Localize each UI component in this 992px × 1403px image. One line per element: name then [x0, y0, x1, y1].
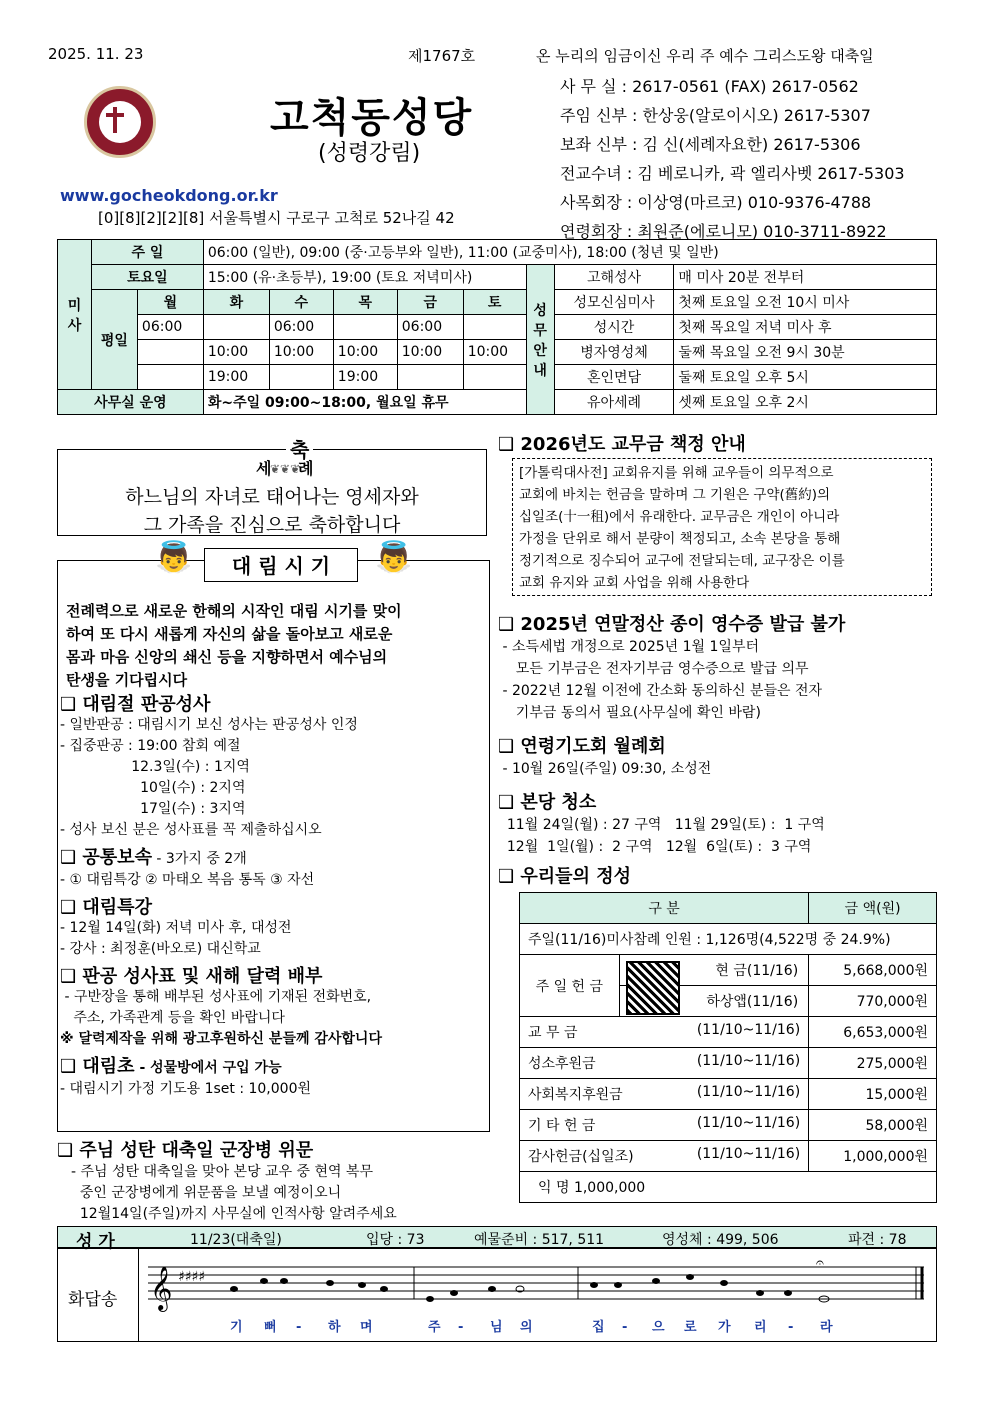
lyric-syllable: - [622, 1320, 628, 1335]
offering-name: 현 금(11/16) [619, 955, 808, 986]
tithe-definition-box [512, 458, 932, 596]
lyric-syllable: - [458, 1320, 464, 1335]
contact-office: 사 무 실 : 2617-0561 (FAX) 2617-0562 [560, 77, 859, 96]
tax-section [498, 610, 845, 724]
offering-amount: 275,000원 [809, 1048, 937, 1079]
section-title: ❑ 연령기도회 월례회 [498, 736, 666, 757]
offering-amount: 15,000원 [809, 1079, 937, 1110]
hymn-entrance: 입당 : 73 [366, 1232, 425, 1248]
hymn-row [57, 1226, 937, 1252]
advent-sections [60, 694, 382, 1100]
offering-amount: 770,000원 [809, 986, 937, 1017]
psalm-box [57, 1248, 937, 1342]
key-signature-icon: ♯♯♯♯ [178, 1269, 206, 1285]
anonymous-row: 익 명 1,000,000 [520, 1172, 937, 1203]
section-line: - 강사 : 최정훈(바오로) 대신학교 [60, 941, 261, 957]
fermata-icon: 𝄐 [816, 1255, 824, 1271]
intro-line: 하여 또 다시 새롭게 자신의 삶을 돌아보고 새로운 [66, 625, 393, 643]
intro-line: 전례력으로 새로운 한해의 시작인 대림 시기를 맞이 [66, 602, 402, 620]
day-fri: 금 [397, 290, 463, 315]
advent-title: 대 림 시 기 [204, 548, 358, 582]
guide-value: 매 미사 20분 전부터 [674, 265, 937, 290]
guide-value: 둘째 토요일 오후 5시 [674, 365, 937, 390]
weekday-cell: 19:00 [203, 365, 269, 390]
parish-name: 고척동성당 [270, 95, 474, 141]
section-line: - 대림시기 가정 기도용 1set : 10,000원 [60, 1081, 311, 1097]
section-title: ❑ 2025년 연말정산 종이 영수증 발급 불가 [498, 614, 846, 635]
lyric-syllable: 기 [230, 1320, 243, 1335]
guide-name: 고해성사 [554, 265, 674, 290]
offering-name: 하상앱(11/16) [619, 986, 808, 1017]
contact-list [560, 74, 940, 248]
psalm-staff [144, 1255, 932, 1339]
lyric-syllable: 뻐 [264, 1320, 277, 1335]
parish-seal-logo [84, 86, 156, 158]
celebrate-char: 축 [286, 434, 313, 463]
lyric-syllable: - [788, 1320, 794, 1335]
tithe-title: ❑ 2026년도 교무금 책정 안내 [498, 434, 746, 455]
laurel-icon: ❦❦❦ [270, 462, 301, 476]
baptism-line-1: 하느님의 자녀로 태어나는 영세자와 [125, 486, 419, 508]
intro-line: 탄생을 기다립시다 [66, 671, 188, 689]
weekday-cell [203, 315, 269, 340]
section-line: - ① 대림특강 ② 마태오 복음 통독 ③ 자선 [60, 872, 315, 888]
issue-date: 2025. 11. 23 [48, 45, 144, 63]
guide-value: 첫째 목요일 저녁 미사 후 [674, 315, 937, 340]
section-body: - 10월 26일(주일) 09:30, 소성전 [498, 761, 712, 777]
tithe-line: 교회에 바치는 헌금을 말하며 그 기원은 구약(舊約)의 [519, 487, 831, 503]
weekday-cell [137, 340, 203, 365]
weekday-cell: 10:00 [333, 340, 397, 365]
guide-name: 병자영성체 [554, 340, 674, 365]
section-body: - 구반장을 통해 배부된 성사표에 기재된 전화번호, 주소, 가족관계 등을 확인 바랍니다 ※ 달력제작을 위해 광고후원하신 분들께 감사합니다 [60, 989, 382, 1047]
weekday-cell [333, 315, 397, 340]
advent-intro [66, 600, 402, 692]
section-title: ❑ 공통보속 - 3가지 중 2개 [60, 847, 247, 868]
sunday-times: 06:00 (일반), 09:00 (중·고등부와 일반), 11:00 (교중미사), 18:00 (청년 및 일반) [203, 240, 936, 265]
guide-name: 성시간 [554, 315, 674, 340]
soldiers-section [57, 1136, 397, 1225]
guide-value: 셋째 토요일 오후 2시 [674, 390, 937, 415]
lyric-syllable: 으 [652, 1320, 665, 1335]
weekday-cell: 10:00 [463, 340, 526, 365]
guide-side-label: 성무안내 [526, 265, 554, 415]
weekday-cell: 10:00 [203, 340, 269, 365]
psalm-lyrics [230, 1319, 833, 1335]
day-tue: 화 [203, 290, 269, 315]
contact-sisters: 전교수녀 : 김 베로니카, 곽 엘리사벳 2617-5303 [560, 164, 905, 183]
lyric-syllable: 라 [820, 1320, 833, 1335]
lyric-syllable: 집 [592, 1320, 605, 1335]
lyric-syllable: 의 [520, 1320, 533, 1335]
section-line: - 12월 14일(화) 저녁 미사 후, 대성전 [60, 920, 292, 936]
office-hours: 화~주일 09:00~18:00, 월요일 휴무 [203, 390, 526, 415]
address: [0][8][2][2][8] 서울특별시 구로구 고척로 52나길 42 [98, 209, 455, 227]
hymn-offertory: 예물준비 : 517, 511 [474, 1232, 605, 1248]
section-title: ❑ 판공 성사표 및 새해 달력 배부 [60, 966, 323, 987]
day-mon: 월 [137, 290, 203, 315]
offering-amount: 58,000원 [809, 1110, 937, 1141]
mass-schedule-table [57, 239, 937, 415]
guide-name: 유아세례 [554, 390, 674, 415]
tithe-line: 교회 유지와 교회 사업을 위해 사용한다 [519, 575, 750, 591]
offering-name: 사회복지후원금 (11/10~11/16) [520, 1079, 809, 1110]
section-title: ❑ 대림특강 [60, 897, 152, 918]
tithe-line: 십일조(十一租)에서 유래한다. 교무금은 개인이 아니라 [519, 509, 840, 525]
weekday-cell [397, 365, 463, 390]
feast-title: 온 누리의 임금이신 우리 주 예수 그리스도왕 대축일 [536, 47, 874, 65]
sunday-offering-label: 주 일 헌 금 [520, 955, 620, 1017]
section-title: ❑ 대림초 - 성물방에서 구입 가능 [60, 1056, 282, 1077]
hymn-label: 성 가 [76, 1232, 115, 1252]
hymn-sending: 파견 : 78 [848, 1232, 907, 1248]
mass-side-label: 미사 [58, 240, 92, 390]
section-body: 11월 24일(월) : 27 구역 11월 29일(토) : 1 구역 12월 1일(월) : 2 구역 12월 6일(토) : 3 구역 [498, 817, 825, 855]
day-wed: 수 [269, 290, 333, 315]
weekday-cell: 06:00 [397, 315, 463, 340]
qr-code-icon [626, 961, 680, 1015]
lyric-syllable: 며 [360, 1320, 373, 1335]
weekday-label: 평일 [91, 290, 137, 390]
baptism-char-1: 세 [256, 459, 272, 478]
lyric-syllable: 하 [328, 1320, 341, 1335]
contact-council: 사목회장 : 이상영(마르코) 010-9376-4788 [560, 193, 872, 212]
section-title: ❑ 주님 성탄 대축일 군장병 위문 [57, 1140, 314, 1161]
sunday-label: 주 일 [91, 240, 203, 265]
weekday-cell: 19:00 [333, 365, 397, 390]
issue-number: 제1767호 [408, 47, 476, 65]
lyric-syllable: 주 [428, 1320, 441, 1335]
offering-name: 감사헌금(십일조) (11/10~11/16) [520, 1141, 809, 1172]
lyric-syllable: 로 [684, 1320, 697, 1335]
weekday-cell [463, 365, 526, 390]
website-link[interactable]: www.gocheokdong.or.kr [60, 186, 278, 205]
offering-amount: 1,000,000원 [809, 1141, 937, 1172]
weekday-cell [137, 365, 203, 390]
lyric-syllable: - [296, 1320, 302, 1335]
saturday-times: 15:00 (유·초등부), 19:00 (토요 저녁미사) [203, 265, 526, 290]
guide-value: 둘째 목요일 오전 9시 30분 [674, 340, 937, 365]
saturday-label: 토요일 [91, 265, 203, 290]
header-strip [48, 45, 948, 67]
offering-name: 기 타 헌 금 (11/10~11/16) [520, 1110, 809, 1141]
tithe-line: 가정을 단위로 해서 분량이 책정되고, 소속 본당을 통해 [519, 531, 841, 547]
hymn-date: 11/23(대축일) [190, 1232, 282, 1248]
contact-pastor: 주임 신부 : 한상웅(알로이시오) 2617-5307 [560, 106, 871, 125]
offering-amount: 5,668,000원 [809, 955, 937, 986]
divider [138, 1249, 139, 1341]
weekday-cell: 06:00 [269, 315, 333, 340]
guide-name: 성모신심미사 [554, 290, 674, 315]
contact-assistant: 보좌 신부 : 김 신(세례자요한) 2617-5306 [560, 135, 861, 154]
lyric-syllable: 님 [490, 1320, 503, 1335]
guide-value: 첫째 토요일 오전 10시 미사 [674, 290, 937, 315]
baptism-char-2: 례 [298, 459, 314, 478]
cleaning-section [498, 788, 825, 858]
weekday-cell: 10:00 [269, 340, 333, 365]
section-title: ❑ 대림절 판공성사 [60, 694, 211, 715]
day-sat: 토 [463, 290, 526, 315]
attendance-row: 주일(11/16)미사참례 인원 : 1,126명(4,522명 중 24.9%) [520, 924, 937, 955]
offering-name: 교 무 금 (11/10~11/16) [520, 1017, 809, 1048]
tithe-line: 정기적으로 징수되어 교구에 전달되는데, 교구장은 이를 [519, 553, 845, 569]
section-title: ❑ 본당 청소 [498, 792, 597, 813]
angel-trumpet-icon: 👼 [155, 540, 193, 575]
treble-clef-icon: 𝄞 [150, 1266, 173, 1310]
baptism-line-2: 그 가족을 진심으로 축하합니다 [143, 514, 401, 536]
offering-name: 성소후원금 (11/10~11/16) [520, 1048, 809, 1079]
day-thu: 목 [333, 290, 397, 315]
hymn-communion: 영성체 : 499, 506 [662, 1232, 779, 1248]
guide-name: 혼인면담 [554, 365, 674, 390]
offering-amount: 6,653,000원 [809, 1017, 937, 1048]
section-body: - 소득세법 개정으로 2025년 1월 1일부터 모든 기부금은 전자기부금 영수증으로 발급 의무 - 2022년 12월 이전에 간소화 동의하신 분들은 전자 기부금 동의서 필요(사무실에 확인 바람) [498, 639, 823, 721]
weekday-cell: 06:00 [137, 315, 203, 340]
parish-subtitle: (성령강림) [318, 141, 421, 166]
offering-head-category: 구 분 [520, 893, 809, 924]
prayer-section [498, 732, 711, 780]
intro-line: 몸과 마음 신앙의 쇄신 등을 지향하면서 예수님의 [66, 648, 388, 666]
lyric-syllable: 가 [718, 1320, 731, 1335]
offering-title: ❑ 우리들의 정성 [498, 866, 631, 887]
weekday-cell [269, 365, 333, 390]
offering-table [519, 892, 937, 1203]
baptism-congrats-box [57, 438, 487, 536]
psalm-label: 화답송 [68, 1290, 118, 1310]
lyric-syllable: 리 [754, 1320, 767, 1335]
offering-head-amount: 금 액(원) [809, 893, 937, 924]
weekday-cell [463, 315, 526, 340]
section-body: - 주님 성탄 대축일을 맞아 본당 교우 중 현역 복무 중인 군장병에게 위문품을 보낼 예정이오니 12월14일(주일)까지 사무실에 인적사항 알려주세요 [71, 1164, 397, 1222]
tithe-line: [가톨릭대사전] 교회유지를 위해 교우들이 의무적으로 [519, 465, 834, 481]
contact-funeral: 연령회장 : 최원준(에로니모) 010-3711-8922 [560, 222, 887, 241]
weekday-cell: 10:00 [397, 340, 463, 365]
angel-trumpet-icon: 👼 [375, 540, 413, 575]
section-body: - 일반판공 : 대림시기 보신 성사는 판공성사 인정 - 집중판공 : 19:00 참회 예절 12.3일(수) : 1지역 10일(수) : 2지역 17일(수) : 3지역 - 성사 보신 분은 성사표를 꼭 제출하십시오 [60, 717, 358, 838]
office-label: 사무실 운영 [58, 390, 204, 415]
